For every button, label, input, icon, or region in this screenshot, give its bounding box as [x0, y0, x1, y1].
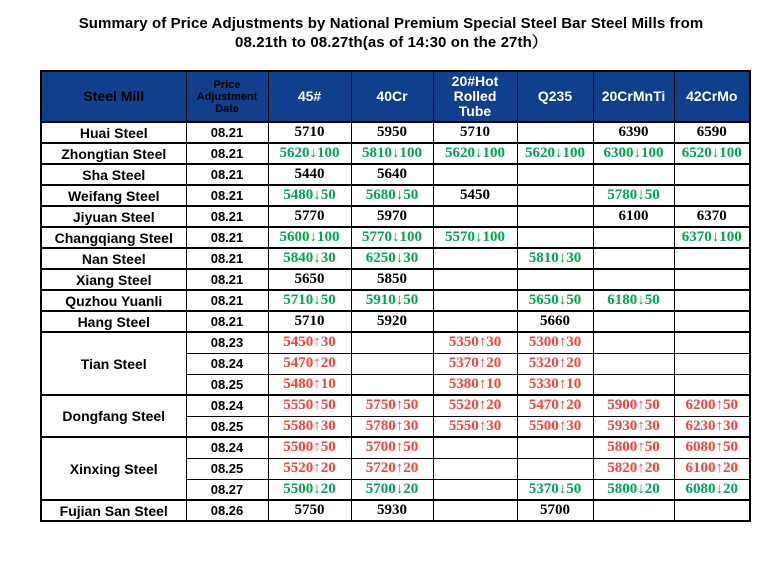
adjustment-date: 08.21	[186, 143, 268, 164]
mill-name: Sha Steel	[41, 164, 186, 185]
price-cell: 5900↑50	[593, 395, 674, 416]
price-cell: 5650↓50	[517, 290, 593, 311]
price-cell: 5700	[517, 500, 593, 521]
column-header-20crmnti: 20CrMnTi	[593, 71, 674, 122]
price-cell: 6100	[593, 206, 674, 227]
price-cell: 5470↑20	[268, 353, 351, 374]
price-cell: 5440	[268, 164, 351, 185]
mill-name: Changqiang Steel	[41, 227, 186, 248]
adjustment-date: 08.26	[186, 500, 268, 521]
column-header-42crmo: 42CrMo	[674, 71, 750, 122]
adjustment-date: 08.25	[186, 458, 268, 479]
table-row	[41, 437, 750, 458]
price-cell: 5920	[351, 311, 433, 332]
mill-name: Fujian San Steel	[41, 500, 186, 521]
empty-price-cell	[351, 374, 433, 395]
price-cell: 5800↓20	[593, 479, 674, 500]
price-cell: 5650	[268, 269, 351, 290]
table-row	[41, 122, 750, 143]
empty-price-cell	[517, 185, 593, 206]
empty-price-cell	[351, 332, 433, 353]
price-cell: 5500↑30	[517, 416, 593, 437]
empty-price-cell	[517, 437, 593, 458]
price-cell: 5770↓100	[351, 227, 433, 248]
price-cell: 5700↑50	[351, 437, 433, 458]
price-cell: 5350↑30	[433, 332, 517, 353]
price-cell: 5710↓50	[268, 290, 351, 311]
price-cell: 5680↓50	[351, 185, 433, 206]
price-cell: 5780↑30	[351, 416, 433, 437]
mill-name: Zhongtian Steel	[41, 143, 186, 164]
empty-price-cell	[593, 353, 674, 374]
price-cell: 5810↓100	[351, 143, 433, 164]
table-row	[41, 248, 750, 269]
adjustment-date: 08.21	[186, 290, 268, 311]
price-cell: 5480↓50	[268, 185, 351, 206]
adjustment-date: 08.21	[186, 164, 268, 185]
adjustment-date: 08.21	[186, 206, 268, 227]
price-cell: 5370↓50	[517, 479, 593, 500]
price-cell: 5640	[351, 164, 433, 185]
column-header-price-adjustment-date: Price Adjustment Date	[186, 71, 268, 122]
empty-price-cell	[433, 479, 517, 500]
table-row	[41, 185, 750, 206]
empty-price-cell	[517, 164, 593, 185]
price-cell: 5950	[351, 122, 433, 143]
empty-price-cell	[593, 227, 674, 248]
price-cell: 6370↓100	[674, 227, 750, 248]
price-cell: 5450	[433, 185, 517, 206]
table-header	[41, 71, 750, 122]
empty-price-cell	[593, 269, 674, 290]
price-cell: 6080↑50	[674, 437, 750, 458]
empty-price-cell	[351, 353, 433, 374]
price-cell: 5620↓100	[433, 143, 517, 164]
price-cell: 5450↑30	[268, 332, 351, 353]
empty-price-cell	[433, 164, 517, 185]
price-cell: 6180↓50	[593, 290, 674, 311]
price-cell: 5710	[433, 122, 517, 143]
price-cell: 5720↑20	[351, 458, 433, 479]
price-cell: 5780↓50	[593, 185, 674, 206]
adjustment-date: 08.21	[186, 269, 268, 290]
price-cell: 5770	[268, 206, 351, 227]
mill-name: Dongfang Steel	[41, 395, 186, 437]
price-cell: 5550↑30	[433, 416, 517, 437]
price-cell: 5820↑20	[593, 458, 674, 479]
adjustment-date: 08.21	[186, 185, 268, 206]
empty-price-cell	[593, 374, 674, 395]
empty-price-cell	[433, 269, 517, 290]
adjustment-date: 08.25	[186, 374, 268, 395]
table-row	[41, 269, 750, 290]
adjustment-date: 08.21	[186, 248, 268, 269]
adjustment-date: 08.25	[186, 416, 268, 437]
price-cell: 6300↓100	[593, 143, 674, 164]
empty-price-cell	[433, 500, 517, 521]
mill-name: Jiyuan Steel	[41, 206, 186, 227]
empty-price-cell	[674, 269, 750, 290]
table-row	[41, 311, 750, 332]
mill-name: Hang Steel	[41, 311, 186, 332]
price-cell: 6230↑30	[674, 416, 750, 437]
adjustment-date: 08.24	[186, 437, 268, 458]
empty-price-cell	[593, 332, 674, 353]
price-cell: 6520↓100	[674, 143, 750, 164]
column-header-steel-mill: Steel Mill	[41, 71, 186, 122]
price-cell: 5750↑50	[351, 395, 433, 416]
empty-price-cell	[517, 458, 593, 479]
adjustment-date: 08.21	[186, 122, 268, 143]
column-header-45: 45#	[268, 71, 351, 122]
mill-name: Xiang Steel	[41, 269, 186, 290]
empty-price-cell	[593, 164, 674, 185]
mill-name: Weifang Steel	[41, 185, 186, 206]
empty-price-cell	[674, 248, 750, 269]
column-header-40cr: 40Cr	[351, 71, 433, 122]
mill-name: Nan Steel	[41, 248, 186, 269]
price-cell: 5300↑30	[517, 332, 593, 353]
price-cell: 5660	[517, 311, 593, 332]
empty-price-cell	[517, 227, 593, 248]
adjustment-date: 08.21	[186, 227, 268, 248]
price-cell: 5930↑30	[593, 416, 674, 437]
price-cell: 6100↑20	[674, 458, 750, 479]
price-cell: 5850	[351, 269, 433, 290]
empty-price-cell	[517, 269, 593, 290]
adjustment-date: 08.24	[186, 395, 268, 416]
price-cell: 5710	[268, 122, 351, 143]
header-row	[41, 71, 750, 122]
empty-price-cell	[433, 248, 517, 269]
table-row	[41, 143, 750, 164]
adjustment-date: 08.23	[186, 332, 268, 353]
price-cell: 6200↑50	[674, 395, 750, 416]
price-cell: 5520↑20	[268, 458, 351, 479]
price-cell: 5710	[268, 311, 351, 332]
price-cell: 6590	[674, 122, 750, 143]
price-cell: 5500↓20	[268, 479, 351, 500]
price-cell: 6250↓30	[351, 248, 433, 269]
empty-price-cell	[674, 353, 750, 374]
page-title	[0, 14, 782, 52]
column-header-q235: Q235	[517, 71, 593, 122]
empty-price-cell	[433, 311, 517, 332]
empty-price-cell	[674, 185, 750, 206]
empty-price-cell	[593, 248, 674, 269]
price-cell: 5470↑20	[517, 395, 593, 416]
price-cell: 5910↓50	[351, 290, 433, 311]
empty-price-cell	[593, 311, 674, 332]
mill-name: Quzhou Yuanli	[41, 290, 186, 311]
table-row	[41, 332, 750, 353]
table-row	[41, 395, 750, 416]
empty-price-cell	[433, 458, 517, 479]
empty-price-cell	[674, 311, 750, 332]
table-body	[41, 122, 750, 521]
price-cell: 6370	[674, 206, 750, 227]
price-cell: 5520↑20	[433, 395, 517, 416]
table-row	[41, 206, 750, 227]
price-adjustments-table	[40, 70, 751, 522]
price-cell: 5580↑30	[268, 416, 351, 437]
empty-price-cell	[674, 500, 750, 521]
title-line-2: 08.21th to 08.27th(as of 14:30 on the 27th）	[235, 34, 547, 51]
column-header-20-hot-rolled-tube: 20#Hot Rolled Tube	[433, 71, 517, 122]
empty-price-cell	[674, 374, 750, 395]
price-cell: 5930	[351, 500, 433, 521]
price-cell: 5330↑10	[517, 374, 593, 395]
empty-price-cell	[517, 122, 593, 143]
price-cell: 5380↑10	[433, 374, 517, 395]
price-cell: 5320↑20	[517, 353, 593, 374]
price-cell: 5700↓20	[351, 479, 433, 500]
price-cell: 6080↓20	[674, 479, 750, 500]
price-cell: 5620↓100	[268, 143, 351, 164]
price-cell: 5600↓100	[268, 227, 351, 248]
empty-price-cell	[593, 500, 674, 521]
empty-price-cell	[433, 437, 517, 458]
price-cell: 5970	[351, 206, 433, 227]
price-cell: 5620↓100	[517, 143, 593, 164]
price-cell: 6390	[593, 122, 674, 143]
mill-name: Xinxing Steel	[41, 437, 186, 500]
price-cell: 5370↑20	[433, 353, 517, 374]
empty-price-cell	[517, 206, 593, 227]
empty-price-cell	[674, 164, 750, 185]
mill-name: Tian Steel	[41, 332, 186, 395]
table-row	[41, 227, 750, 248]
empty-price-cell	[674, 290, 750, 311]
mill-name: Huai Steel	[41, 122, 186, 143]
price-cell: 5480↑10	[268, 374, 351, 395]
price-cell: 5570↓100	[433, 227, 517, 248]
title-line-1: Summary of Price Adjustments by National Premium Special Steel Bar Steel Mills from	[78, 15, 704, 32]
empty-price-cell	[674, 332, 750, 353]
table-row	[41, 164, 750, 185]
adjustment-date: 08.21	[186, 311, 268, 332]
price-cell: 5810↓30	[517, 248, 593, 269]
price-cell: 5800↑50	[593, 437, 674, 458]
price-cell: 5500↑50	[268, 437, 351, 458]
price-cell: 5750	[268, 500, 351, 521]
adjustment-date: 08.27	[186, 479, 268, 500]
price-cell: 5550↑50	[268, 395, 351, 416]
empty-price-cell	[433, 290, 517, 311]
empty-price-cell	[433, 206, 517, 227]
table-row	[41, 290, 750, 311]
table-row	[41, 500, 750, 521]
price-cell: 5840↓30	[268, 248, 351, 269]
adjustment-date: 08.24	[186, 353, 268, 374]
